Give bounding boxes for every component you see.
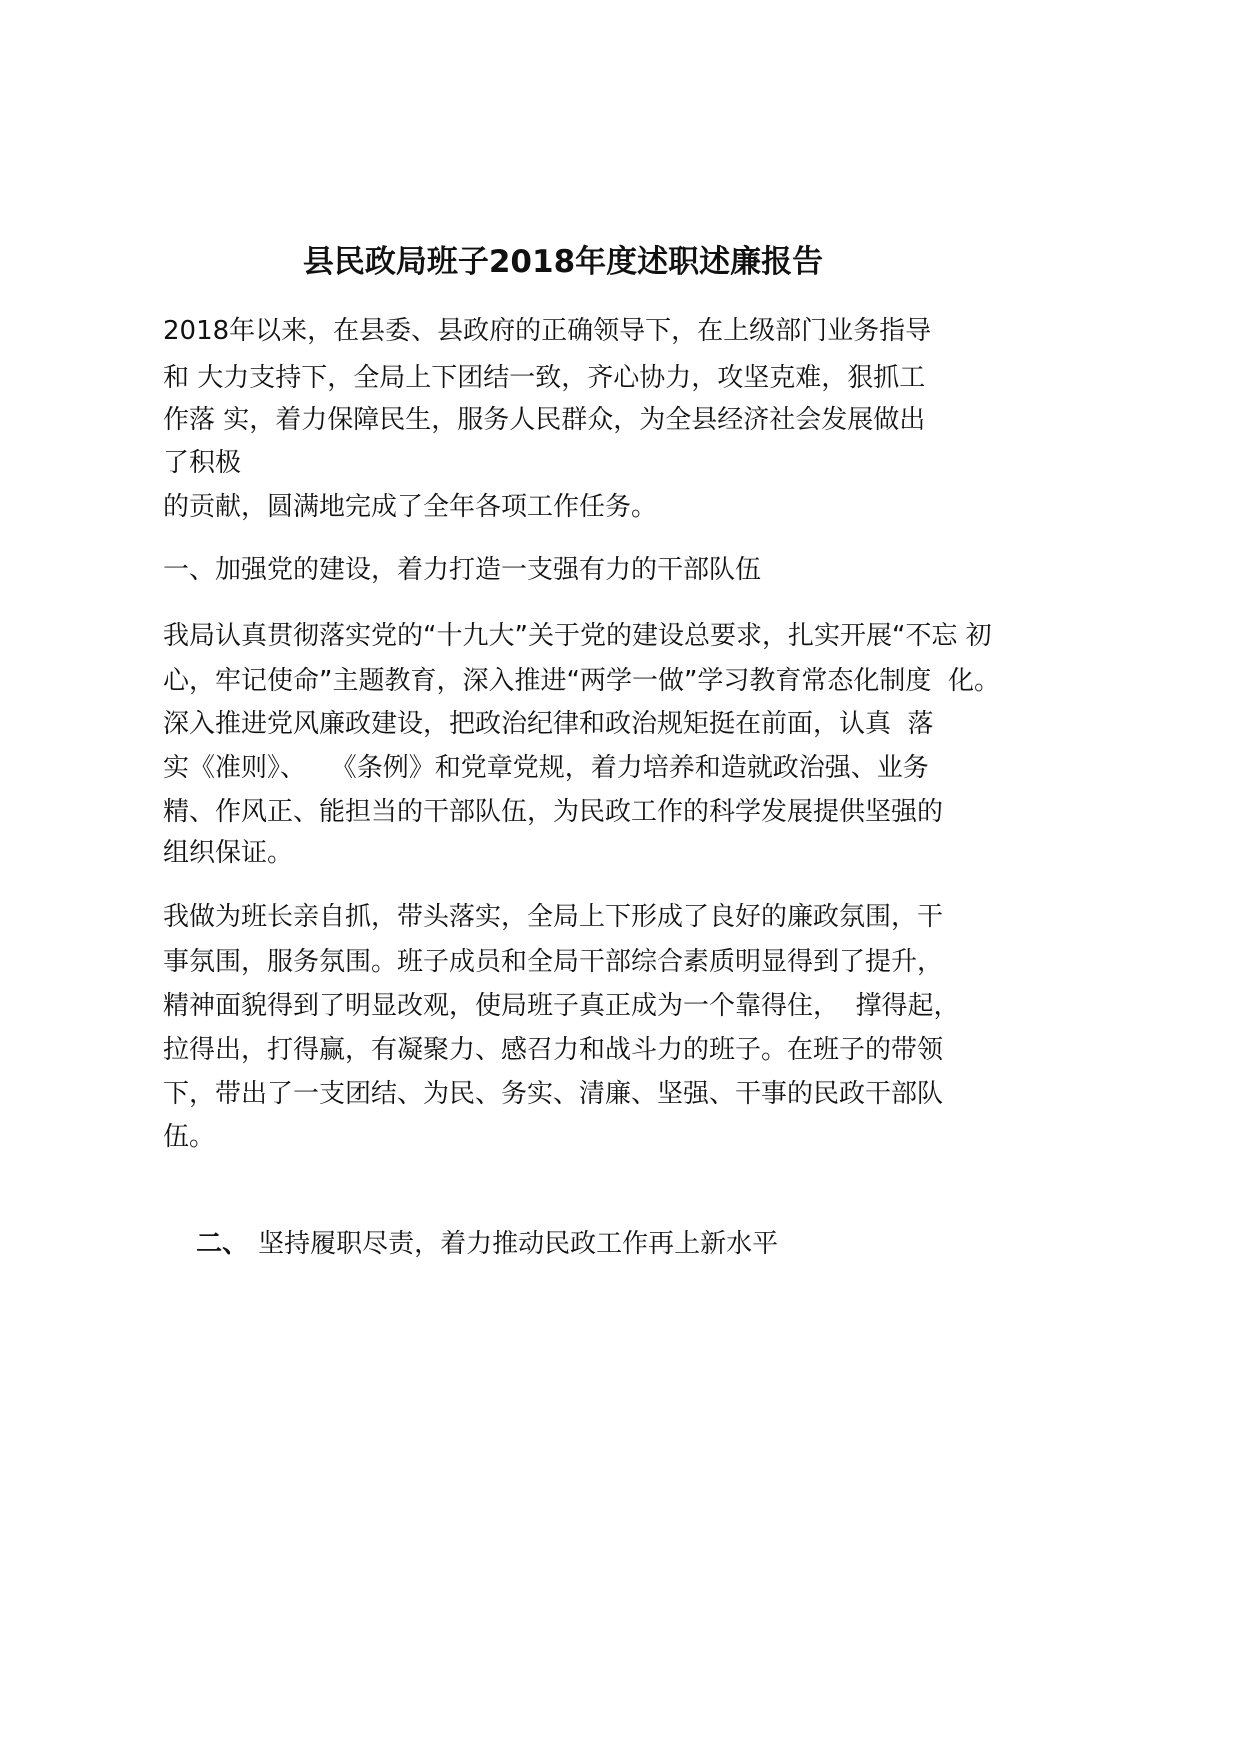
paragraph-line: 伍。 <box>163 1122 216 1152</box>
paragraph-line: 精神面貌得到了明显改观，使局班子真正成为一个靠得住， 撑得起， <box>163 991 960 1021</box>
document-title: 县民政局班子2018年度述职述廉报告 <box>302 244 824 280</box>
section2-heading-text: 坚持履职尽责，着力推动民政工作再上新水平 <box>258 1229 779 1259</box>
paragraph-line: 下，带出了一支团结、为民、务实、清廉、坚强、干事的民政干部队 <box>163 1079 944 1109</box>
paragraph-line: 拉得出，打得赢，有凝聚力、感召力和战斗力的班子。在班子的带领 <box>163 1035 944 1065</box>
paragraph-line: 深入推进党风廉政建设，把政治纪律和政治规矩挺在前面，认真 落 <box>163 709 934 739</box>
paragraph-line: 心，牢记使命”主题教育，深入推进“两学一做”学习教育常态化制度 化。 <box>163 666 1000 696</box>
intro-line: 了积极 <box>163 448 242 478</box>
paragraph-line: 实《准则》、 《条例》和党章党规，着力培养和造就政治强、业务 <box>163 753 929 783</box>
intro-line: 的贡献，圆满地完成了全年各项工作任务。 <box>163 492 658 522</box>
paragraph-line: 组织保证。 <box>163 838 294 868</box>
paragraph-line: 我局认真贯彻落实党的“十九大”关于党的建设总要求，扎实开展“不忘 初 <box>163 621 992 651</box>
paragraph-line: 精、作风正、能担当的干部队伍，为民政工作的科学发展提供坚强的 <box>163 797 944 827</box>
intro-line: 作落 实，着力保障民生，服务人民群众，为全县经济社会发展做出 <box>163 405 926 435</box>
section2-number: 二、 <box>196 1229 249 1259</box>
section2-heading <box>163 1178 779 1259</box>
intro-line: 2018年以来，在县委、县政府的正确领导下，在上级部门业务指导 <box>163 316 932 346</box>
paragraph-line: 事氛围，服务氛围。班子成员和全局干部综合素质明显得到了提升， <box>163 947 944 977</box>
section1-heading: 一、加强党的建设，着力打造一支强有力的干部队伍 <box>163 555 762 585</box>
paragraph-line: 我做为班长亲自抓，带头落实，全局上下形成了良好的廉政氛围，干 <box>163 902 944 932</box>
intro-line: 和 大力支持下，全局上下团结一致，齐心协力，攻坚克难，狠抓工 <box>163 363 926 393</box>
